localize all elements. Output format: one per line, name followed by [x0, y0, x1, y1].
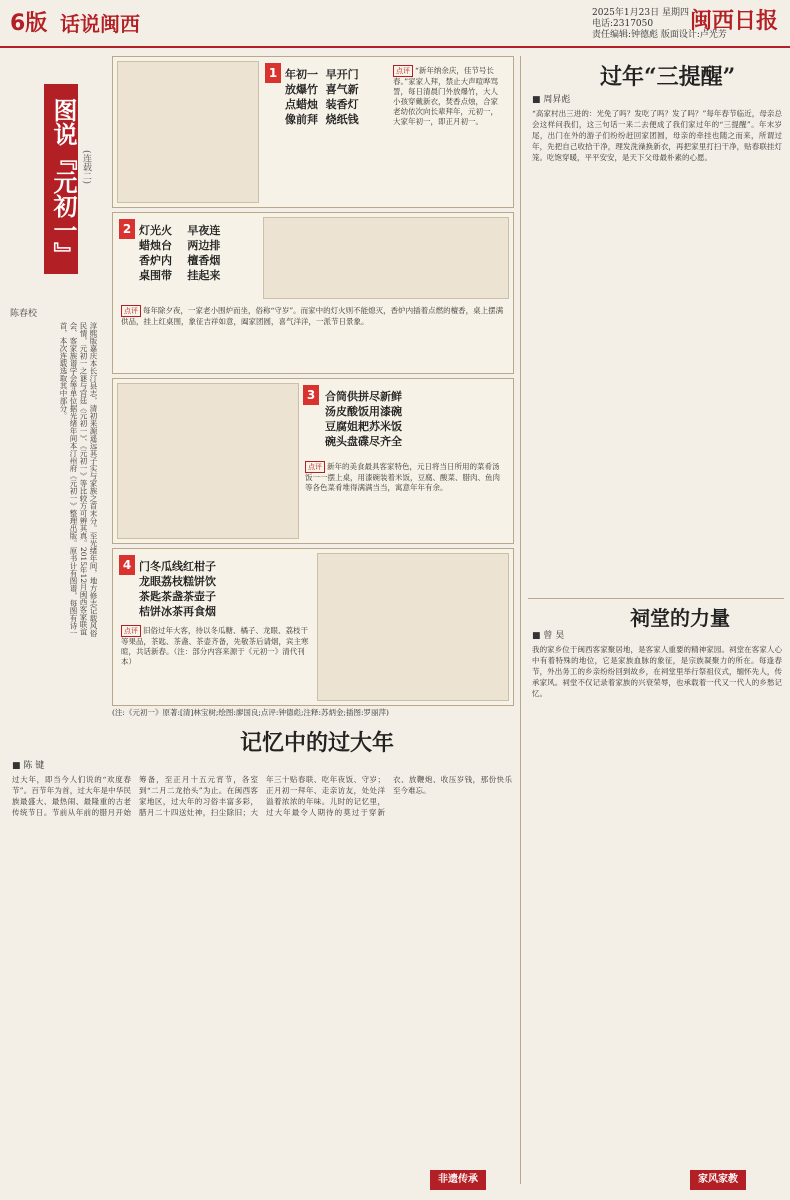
panel-3-number: 3 [303, 385, 319, 405]
panel-3-illustration [117, 383, 299, 539]
article-3-body: 过大年，即当今人们说的“欢度春节”。百节年为首，过大年是中华民族最盛大、最热闹、最隆重的古老传统节日。节前从年前的腊月开始筹备，至正月十五元宵节，各室到“二月二龙抬头”为止。在闽西客家地区，过大年的习俗丰富多彩，腊月二十四送灶神，扫尘除旧；大年三十贴春联、吃年夜饭、守岁；正月初一拜年、走亲访友，处处洋溢着浓浓的年味。儿时的记忆里，过大年最令人期待的莫过于穿新衣、放鞭炮、收压岁钱，那份快乐至今难忘。 [12, 775, 512, 817]
editors: 责任编辑:钟德彪 版面设计:卢光芳 [592, 30, 727, 40]
column-divider [520, 56, 521, 1184]
panel-4-caption-text: 旧俗过年大客，待以冬瓜糖、橘子、龙眼、荔枝干等果品，茶匙、茶盏、茶壶齐备，先敬茶后请烟，宾主寒暄，共话新春。（注：部分内容来源于《元初一》清代刊本） [121, 626, 309, 666]
newspaper-logo: 闽西日报 [690, 8, 779, 34]
panel-3-caption [305, 461, 505, 537]
panel-3 [112, 378, 514, 544]
feature-author: 陈春校 [10, 309, 38, 319]
panel-2-illustration [263, 217, 509, 299]
article-3-author: ■ 陈 键 [12, 761, 45, 771]
panel-2 [112, 212, 514, 374]
panel-4-number: 4 [119, 555, 135, 575]
tab-family-tradition: 家风家教 [690, 1170, 746, 1190]
article-2-body: 我的家乡位于闽西客家聚居地，是客家人重要的精神家园。祠堂在客家人心中有着特殊的地位，它是家族血脉的象征，是宗族凝聚力的所在。每逢春节，外出务工的乡亲纷纷回到故乡，在祠堂里举行祭祖仪式，缅怀先人，传承家风。祠堂不仅记录着家族的兴衰荣辱，也承载着一代又一代人的乡愁记忆。 [532, 645, 782, 698]
panel-2-poem: 灯光火 早夜连 蜡烛台 两边排 香炉内 檀香烟 桌围带 挂起来 [139, 224, 221, 282]
panel-3-caption-text: 新年的美食最具客家特色，元日将当日所用的菜肴汤饭一一摆上桌，用漆碗装着米饭，豆腐、酸菜、腊肉、鱼肉等各色菜肴堆得满满当当，寓意年年有余。 [305, 462, 500, 492]
section-title: 话说闽西 [60, 12, 140, 36]
article-1-body: “高家村出三进的：光免了吗？发吃了吗？发了吗？”每年春节临近，母亲总会这样问我们，这三句话一来二去便成了我们家过年的“三提醒”。年末岁尾，出门在外的游子们纷纷赶回家团圆，母亲的牵挂也随之而来，所谓过年，先把自己收拾干净，理发洗澡换新衣，再把家里打扫干净，贴春联挂灯笼。吃饱穿暖，平平安安，是天下父母最朴素的心愿。 [532, 109, 782, 162]
article-1-title: 过年“三提醒” [600, 64, 736, 90]
panel-1 [112, 56, 514, 208]
feature-intro: 淳熙版嘉庆本长汀县志，清初来源遥远其子实与家族之首末分。至光绪年间，地方修志记载风俗民情，元初一之谜与宫廷《元初一》、《元初一》等比较方可辨其真。2015年12月闽西客家联谊会、客家族谱学会等单位据光绪年间本汀州府《元初一》整理出版。原书计有图谱，每图有诗一首，本次连载选取其中部分。 [59, 322, 98, 637]
review-tag: 点评 [393, 65, 413, 77]
panel-2-number: 2 [119, 219, 135, 239]
panel-3-poem: 合筒供拼尽新鲜 汤皮酸饭用漆碗 豆腐姐耙苏米饭 碗头盘碟尽齐全 [325, 390, 402, 448]
panel-1-caption-text: “新年纳余庆，佳节号长春。”家家人拜，禁止大声喧哗骂詈，每日清晨门外放爆竹，大人小孩穿戴新衣，焚香点烛，合家老幼依次向长辈拜年，元初一，大家年初一，即正月初一。 [393, 66, 499, 126]
article-2-title: 祠堂的力量 [630, 606, 730, 630]
section-divider [528, 598, 784, 599]
article-2-author: ■ 曾 昊 [532, 631, 565, 641]
panel-4-caption [121, 625, 311, 699]
panel-1-poem: 年初一 早开门 放爆竹 喜气新 点蜡烛 装香灯 像前拜 烧纸钱 [285, 68, 359, 126]
feature-series: (连载二) [81, 150, 91, 185]
feature-title: 图说『元初一』 [44, 84, 78, 274]
panel-2-caption-text: 每年除夕夜，一家老小围炉而坐，俗称“守岁”。而家中的灯火则不能熄灭，香炉内插着点燃的檀香，桌上摆满供品，挂上红桌围，象征吉祥如意，阖家团圆，喜气洋洋，一派节日景象。 [121, 306, 504, 326]
panel-1-illustration [117, 61, 259, 203]
article-3-title: 记忆中的过大年 [240, 730, 395, 756]
panel-4-illustration [317, 553, 509, 701]
tab-intangible-heritage: 非遗传承 [430, 1170, 486, 1190]
page-header [0, 0, 790, 48]
review-tag: 点评 [121, 305, 141, 317]
panel-1-number: 1 [265, 63, 281, 83]
issue-date: 2025年1月23日 星期四 [592, 8, 689, 18]
article-1-author: ■ 周昇彪 [532, 95, 571, 105]
panel-4-poem: 门冬瓜线红柑子 龙眼荔枝糕饼饮 茶匙茶盏茶壶子 桔饼冰茶再食烟 [139, 560, 216, 618]
phone: 电话:2317050 [592, 19, 654, 29]
feature-credit: (注:《元初一》原著:[清]林宝树;绘图:廖国良;点评:钟德彪;注释:苏炳金;插图:罗丽萍) [112, 708, 389, 717]
review-tag: 点评 [121, 625, 141, 637]
page-number: 6版 [10, 11, 48, 36]
panel-1-caption [393, 65, 505, 201]
panel-2-caption [121, 305, 505, 367]
review-tag: 点评 [305, 461, 325, 473]
panel-4 [112, 548, 514, 706]
